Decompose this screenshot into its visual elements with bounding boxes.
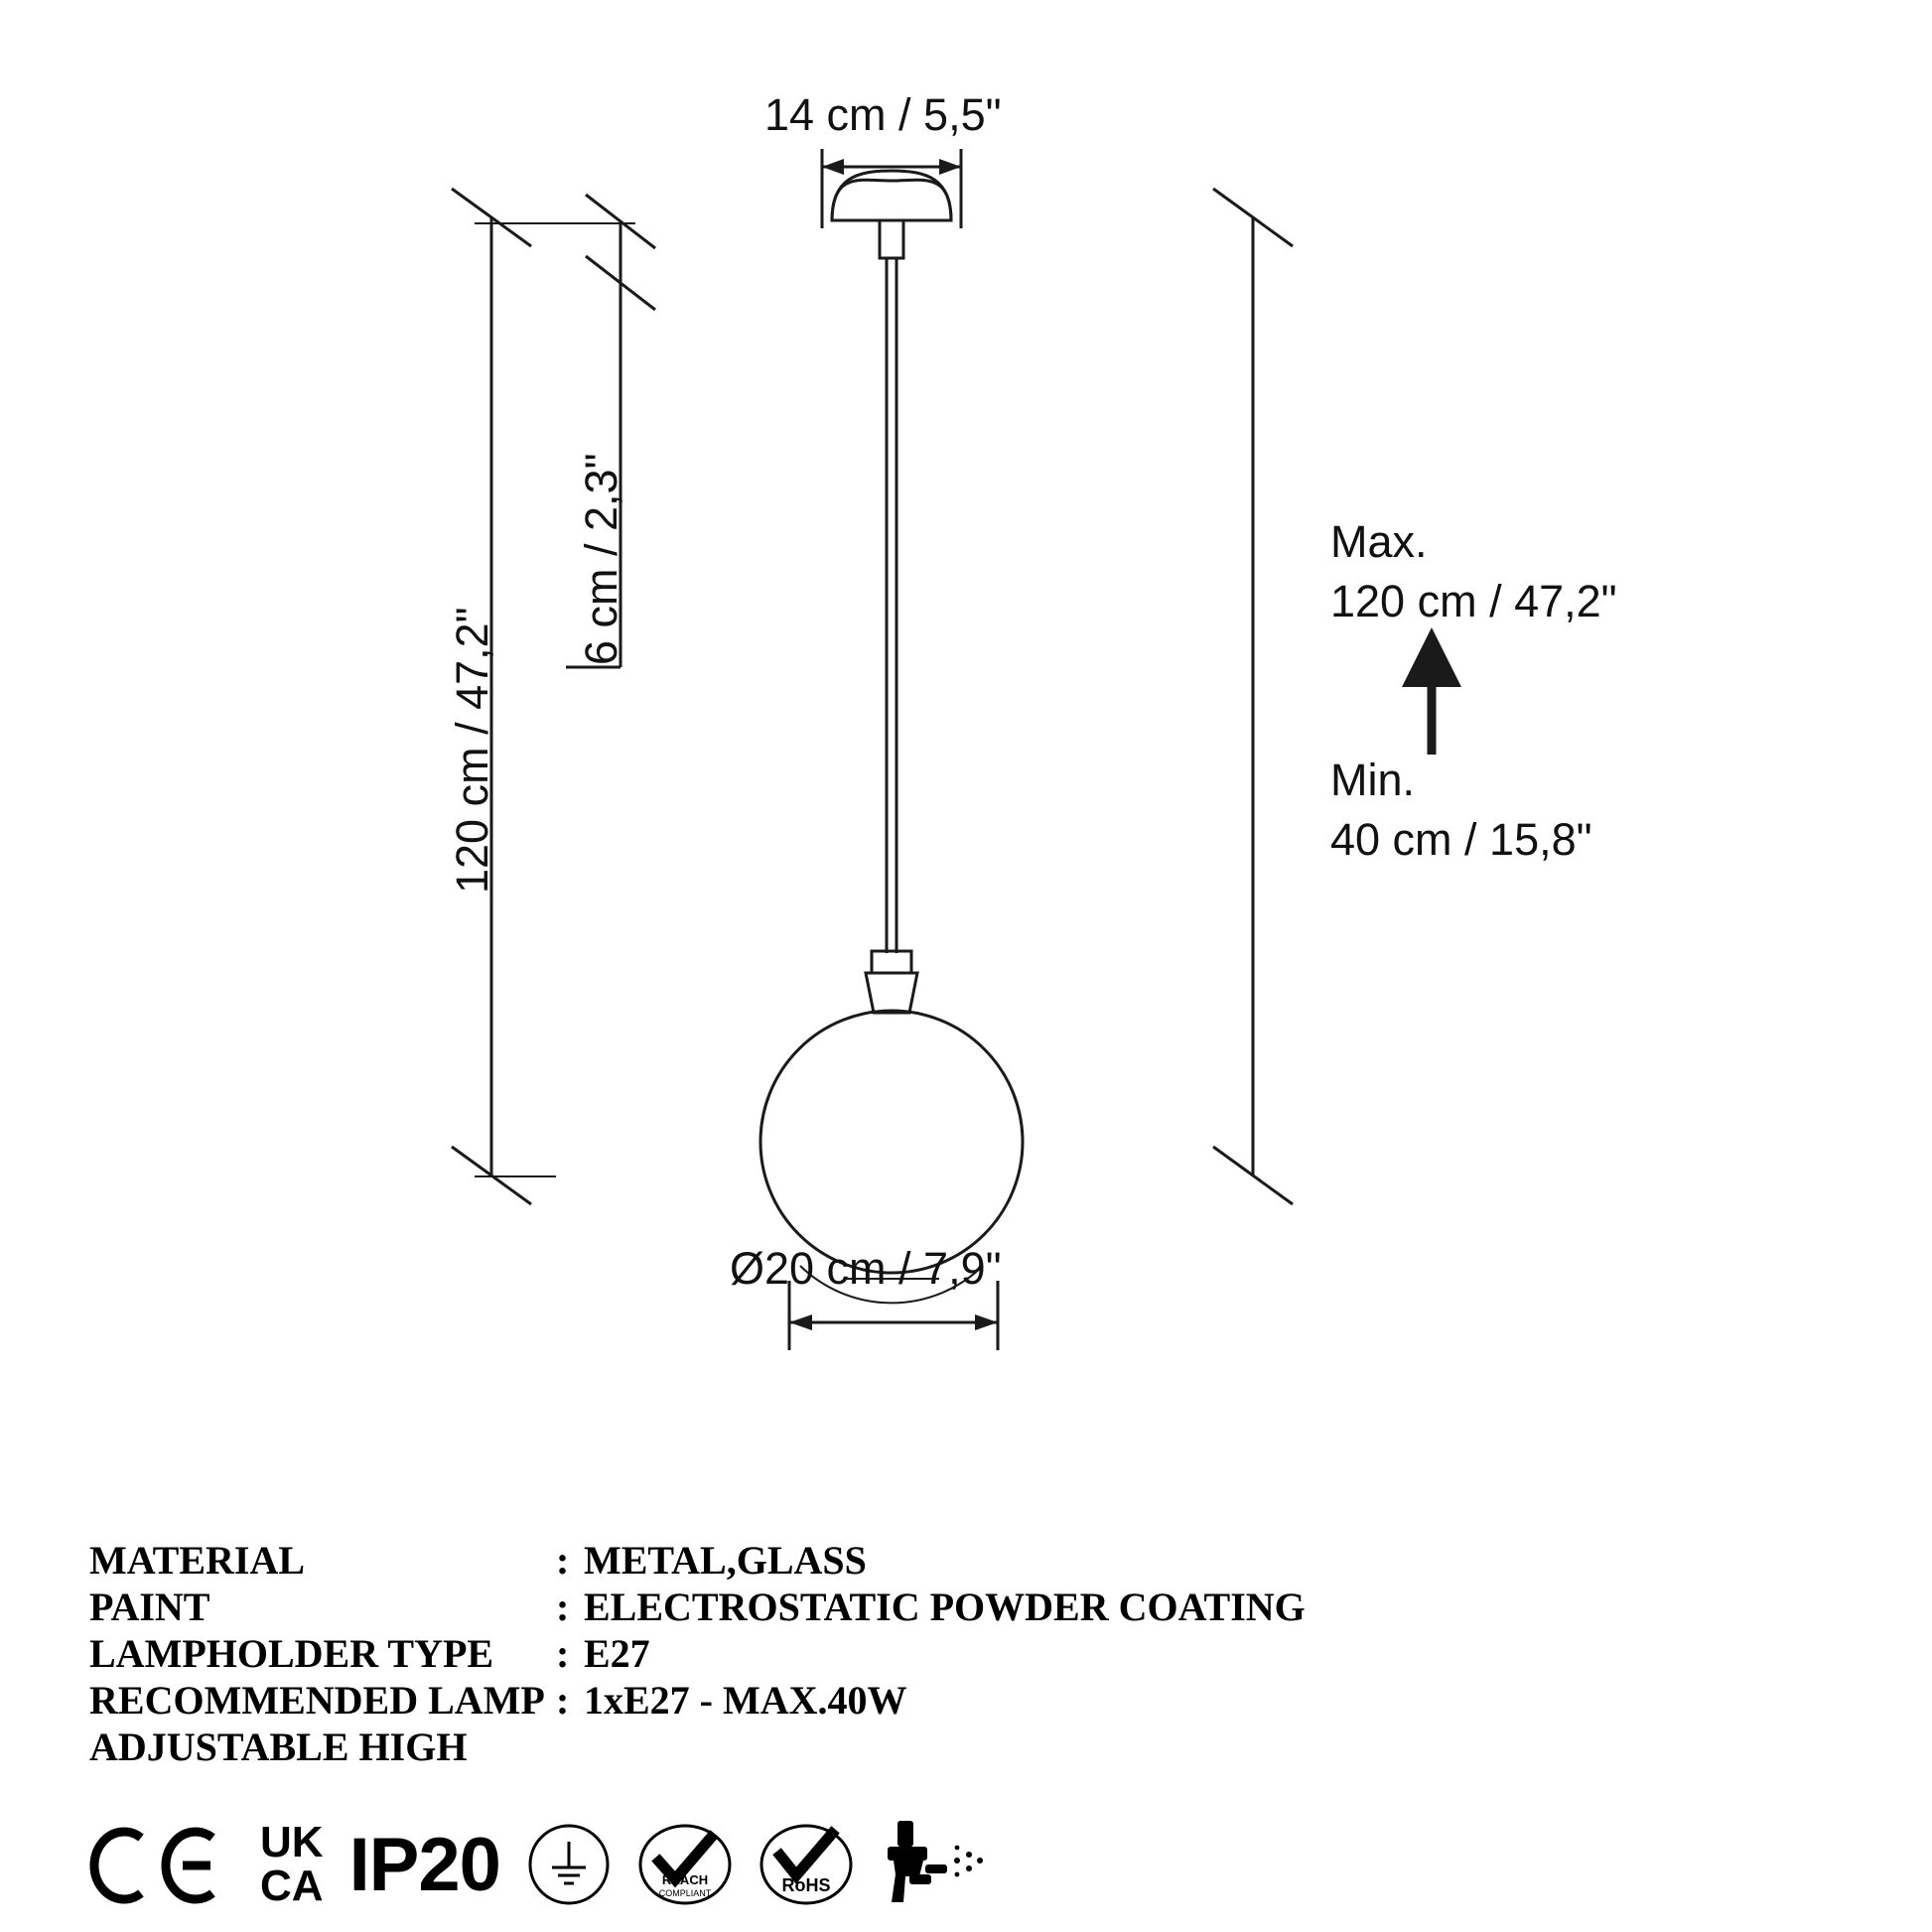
label-max-value: 120 cm / 47,2": [1330, 576, 1617, 626]
ukca-line-2: CA: [260, 1862, 324, 1910]
adjust-up-arrow: [1402, 627, 1461, 755]
label-canopy-height: 6 cm / 2,3": [576, 453, 626, 665]
arrow-canopy-left: [822, 159, 844, 175]
certification-badges: [85, 1817, 989, 1912]
spec-colon: :: [556, 1678, 570, 1723]
arrow-canopy-right: [939, 159, 961, 175]
arrow-globe-right: [975, 1314, 998, 1330]
specification-table: [89, 1537, 1306, 1770]
suspension-cable: [887, 258, 897, 953]
spec-key: ADJUSTABLE HIGH: [89, 1725, 468, 1769]
label-min-value: 40 cm / 15,8": [1330, 814, 1592, 865]
label-min-title: Min.: [1330, 755, 1416, 805]
spec-colon: :: [556, 1585, 570, 1629]
spec-key: PAINT: [89, 1585, 210, 1629]
svg-text:COMPLIANT: COMPLIANT: [658, 1888, 712, 1898]
spec-row-material: [89, 1537, 1306, 1584]
spray-gun-icon: [880, 1817, 989, 1912]
arrow-globe-left: [789, 1314, 812, 1330]
label-globe-diameter: Ø20 cm / 7,9": [730, 1243, 1002, 1294]
spec-value: 1xE27 - MAX.40W: [584, 1678, 907, 1723]
spec-value: E27: [584, 1631, 650, 1676]
ce-mark-icon: [85, 1820, 234, 1909]
ukca-line-1: UK: [260, 1818, 324, 1866]
spec-row-paint: [89, 1584, 1306, 1630]
label-total-height: 120 cm / 47,2": [447, 607, 497, 894]
class-1-earth-icon: [526, 1822, 612, 1907]
ip-rating-label: IP20: [348, 1822, 500, 1907]
spec-value: METAL,GLASS: [584, 1538, 867, 1583]
spec-key: RECOMMENDED LAMP: [89, 1678, 545, 1723]
svg-text:REACH: REACH: [661, 1872, 709, 1887]
spec-colon: :: [556, 1538, 570, 1583]
lamp-holder: [866, 951, 917, 1013]
rohs-icon: [759, 1822, 854, 1907]
ceiling-canopy: [832, 171, 951, 220]
canopy-connector: [880, 220, 903, 258]
svg-text:RoHS: RoHS: [781, 1875, 831, 1895]
spec-row-lampholder-type: [89, 1630, 1306, 1677]
label-max-title: Max.: [1330, 516, 1428, 567]
reach-compliant-icon: [637, 1822, 733, 1907]
spec-key: MATERIAL: [89, 1538, 306, 1583]
spec-key: LAMPHOLDER TYPE: [89, 1631, 494, 1676]
spec-row-recommended-lamp: [89, 1677, 1306, 1724]
ukca-mark-icon: [260, 1818, 324, 1910]
spec-colon: :: [556, 1631, 570, 1676]
label-canopy-width: 14 cm / 5,5": [764, 89, 1002, 140]
spec-row-adjustable-high: [89, 1724, 1306, 1770]
spec-value: ELECTROSTATIC POWDER COATING: [584, 1585, 1306, 1629]
